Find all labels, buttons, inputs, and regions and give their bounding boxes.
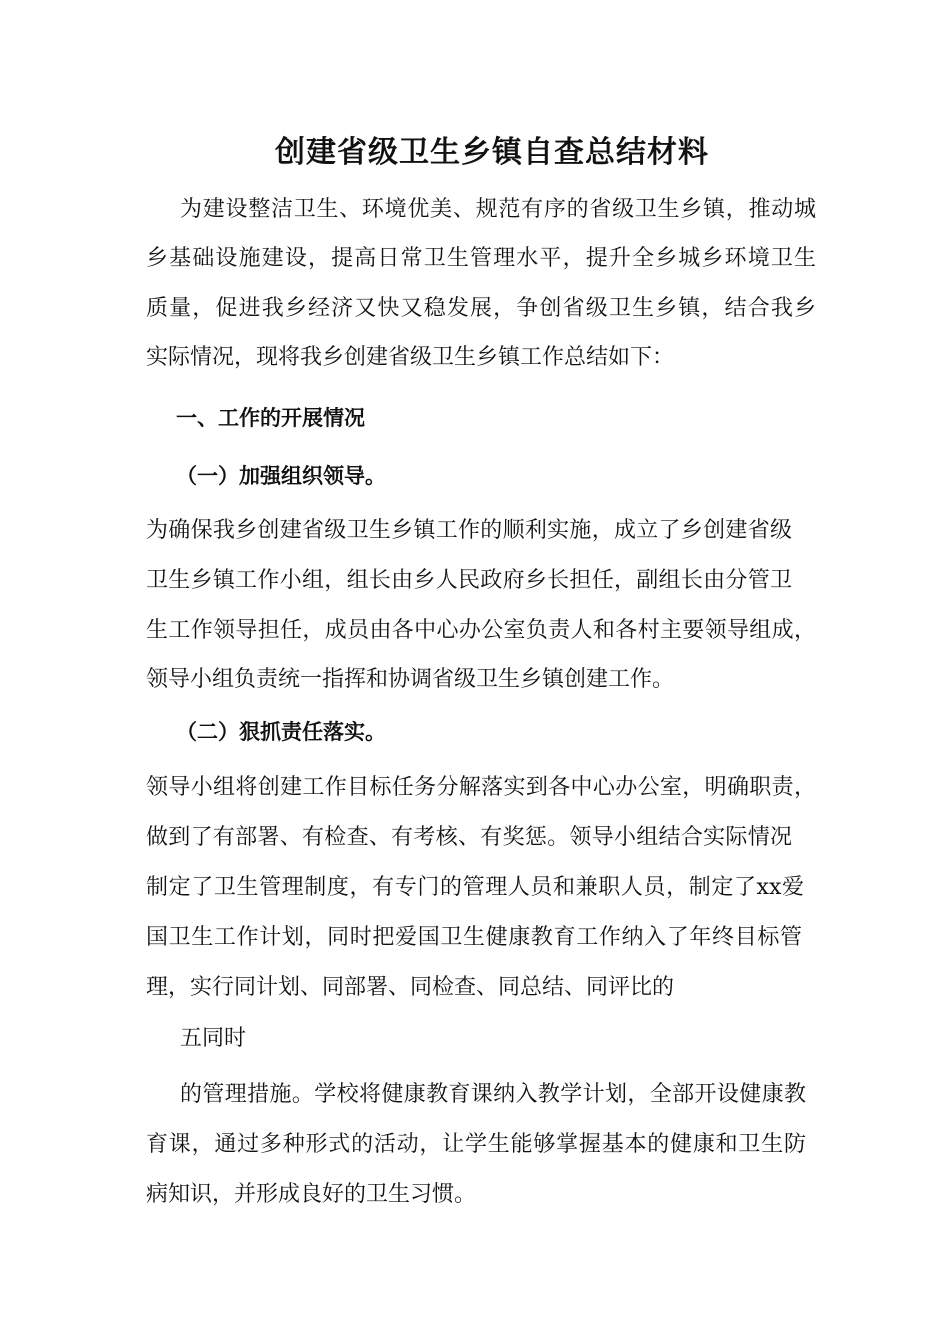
sub2-line-3: 制定了卫生管理制度，有专门的管理人员和兼职人员，制定了xx爱 (146, 875, 804, 900)
sub1-line-2: 卫生乡镇工作小组，组长由乡人民政府乡长担任，副组长由分管卫 (146, 568, 792, 593)
sub2-line-5: 理，实行同计划、同部署、同检查、同总结、同评比的 (146, 975, 675, 1000)
closing-line-1: 的管理措施。学校将健康教育课纳入教学计划，全部开设健康教 (180, 1082, 806, 1107)
sub1-line-1: 为确保我乡创建省级卫生乡镇工作的顺利实施，成立了乡创建省级 (146, 518, 792, 543)
sub2-line-2: 做到了有部署、有检查、有考核、有奖惩。领导小组结合实际情况 (146, 825, 792, 850)
intro-line-1: 为建设整洁卫生、环境优美、规范有序的省级卫生乡镇，推动城 (180, 197, 816, 222)
sub2-line-4: 国卫生工作计划，同时把爱国卫生健康教育工作纳入了年终目标管 (146, 925, 802, 950)
sub1-line-4: 领导小组负责统一指挥和协调省级卫生乡镇创建工作。 (146, 667, 675, 692)
subsection-2-heading: （二）狠抓责任落实。 (176, 720, 386, 744)
intro-line-3: 质量，促进我乡经济又快又稳发展，争创省级卫生乡镇，结合我乡 (146, 296, 816, 321)
closing-line-3: 病知识，并形成良好的卫生习惯。 (146, 1182, 477, 1207)
five-simultaneous-phrase: 五同时 (180, 1026, 247, 1051)
intro-line-2: 乡基础设施建设，提高日常卫生管理水平，提升全乡城乡环境卫生 (146, 246, 816, 271)
sub2-line-1: 领导小组将创建工作目标任务分解落实到各中心办公室，明确职责， (146, 775, 816, 800)
subsection-1-heading: （一）加强组织领导。 (176, 464, 386, 488)
intro-line-4: 实际情况，现将我乡创建省级卫生乡镇工作总结如下： (146, 345, 675, 370)
section-1-heading: 一、工作的开展情况 (176, 406, 365, 430)
sub1-line-3: 生工作领导担任，成员由各中心办公室负责人和各村主要领导组成， (146, 618, 816, 643)
document-title: 创建省级卫生乡镇自查总结材料 (275, 135, 709, 170)
closing-line-2: 育课，通过多种形式的活动，让学生能够掌握基本的健康和卫生防 (146, 1132, 806, 1157)
